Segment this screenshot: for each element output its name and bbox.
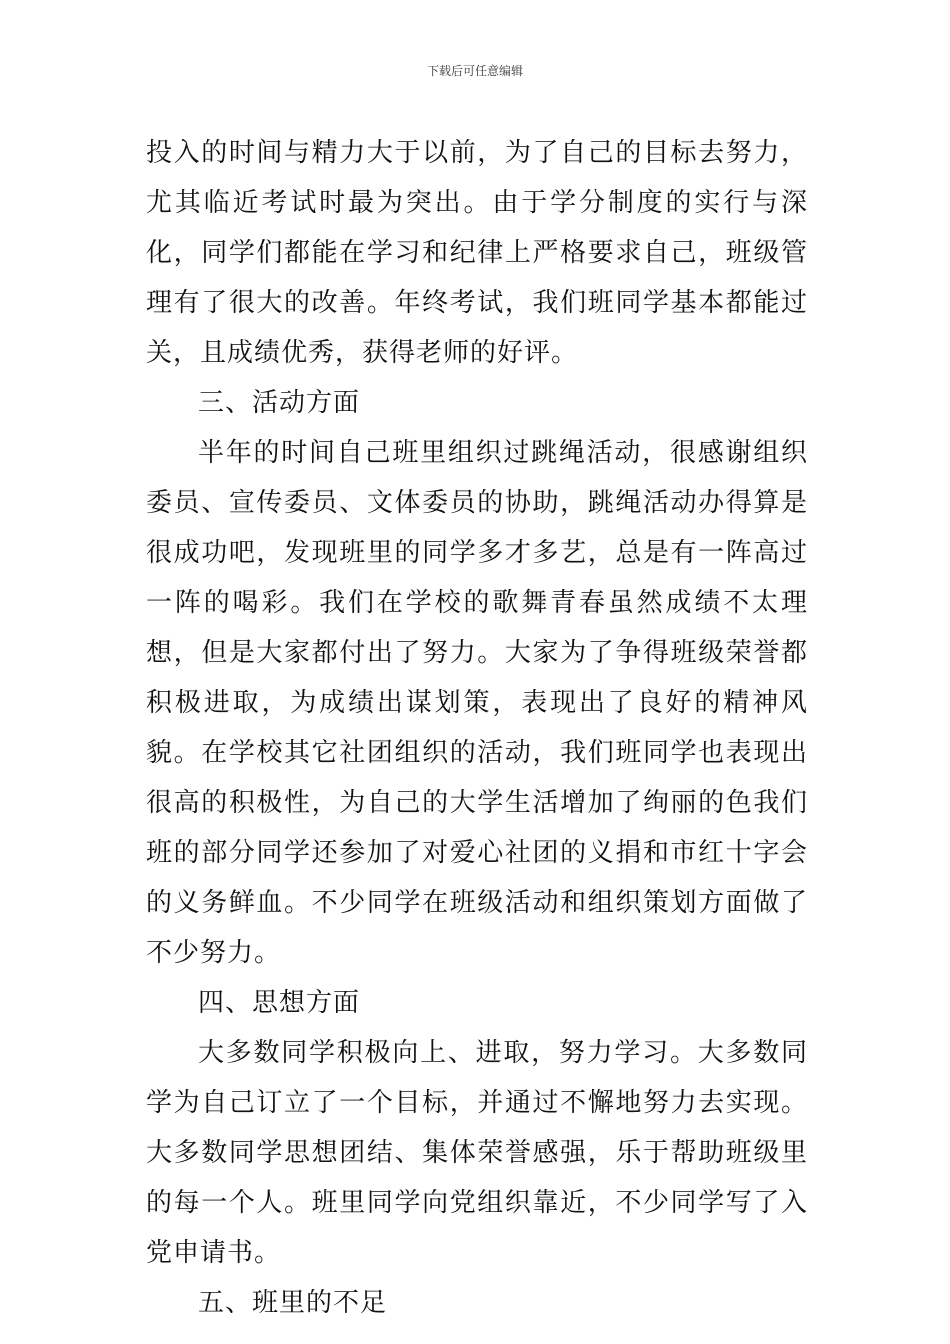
section-heading-activities: 三、活动方面 [198,388,361,418]
page-header-note: 下载后可任意编辑 [426,64,523,78]
document-body [146,128,808,1328]
section-heading-shortcomings: 五、班里的不足 [198,1288,388,1318]
paragraph-thoughts: 大多数同学积极向上、进取，努力学习。大多数同学为自己订立了一个目标，并通过不懈地努力去实现。大多数同学思想团结、集体荣誉感强，乐于帮助班级里的每一个人。班里同学向党组织靠近，不少同学写了入党申请书。 [146,1038,808,1268]
section-heading-thoughts: 四、思想方面 [198,988,361,1018]
paragraph-study-continued: 投入的时间与精力大于以前，为了自己的目标去努力，尤其临近考试时最为突出。由于学分制度的实行与深化，同学们都能在学习和纪律上严格要求自己，班级管理有了很大的改善。年终考试，我们班同学基本都能过关，且成绩优秀，获得老师的好评。 [146,138,808,368]
paragraph-activities: 半年的时间自己班里组织过跳绳活动，很感谢组织委员、宣传委员、文体委员的协助，跳绳活动办得算是很成功吧，发现班里的同学多才多艺，总是有一阵高过一阵的喝彩。我们在学校的歌舞青春虽然成绩不太理想，但是大家都付出了努力。大家为了争得班级荣誉都积极进取，为成绩出谋划策，表现出了良好的精神风貌。在学校其它社团组织的活动，我们班同学也表现出很高的积极性，为自己的大学生活增加了绚丽的色我们班的部分同学还参加了对爱心社团的义捐和市红十字会的义务鲜血。不少同学在班级活动和组织策划方面做了不少努力。 [146,438,808,968]
